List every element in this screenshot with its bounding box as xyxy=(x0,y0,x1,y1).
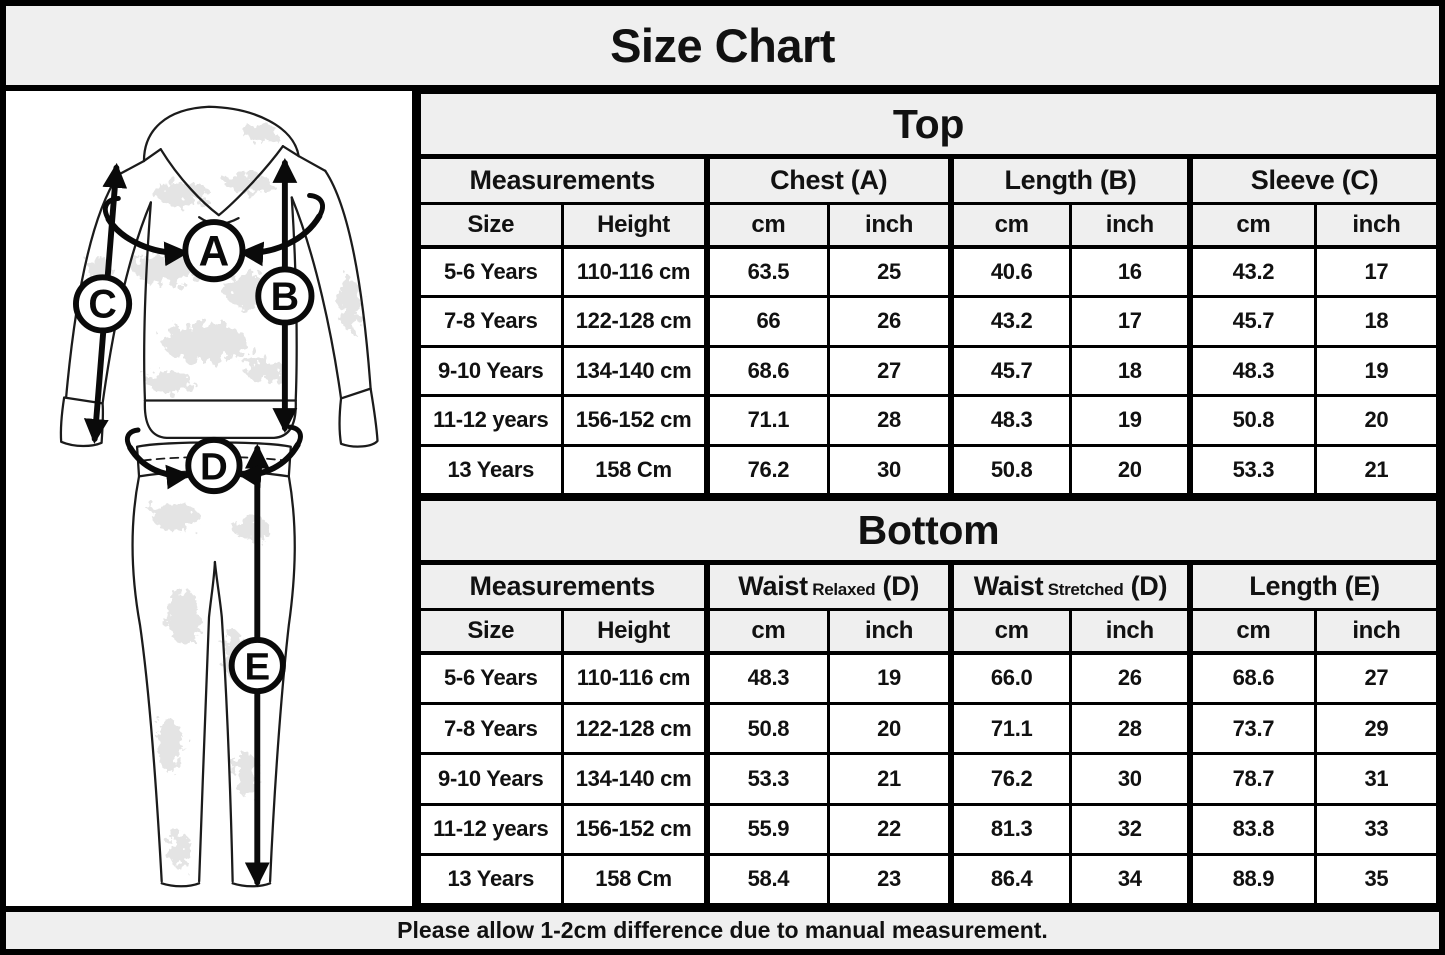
top-table-body xyxy=(420,247,1438,495)
footer-note: Please allow 1-2cm difference due to manual measurement. xyxy=(6,906,1439,949)
value-cell: 34 xyxy=(1071,854,1190,904)
value-cell: 48.3 xyxy=(1190,346,1315,395)
sub-header: inch xyxy=(829,204,951,247)
size-cell: 9-10 Years xyxy=(420,754,563,804)
value-cell: 25 xyxy=(829,247,951,297)
value-cell: 71.1 xyxy=(707,396,829,445)
top-size-table xyxy=(418,91,1439,496)
table-row xyxy=(420,653,1438,704)
value-cell: 20 xyxy=(829,704,951,754)
top-section-title: Top xyxy=(420,93,1438,157)
group-header: Chest (A) xyxy=(707,157,951,204)
sub-header: cm xyxy=(951,610,1071,653)
top-sub-header-row xyxy=(420,204,1438,247)
sub-header: cm xyxy=(707,204,829,247)
value-cell: 22 xyxy=(829,804,951,854)
value-cell: 88.9 xyxy=(1190,854,1315,904)
value-cell: 20 xyxy=(1071,445,1190,494)
table-row xyxy=(420,247,1438,297)
marker-a-label: A xyxy=(198,227,230,275)
height-cell: 110-116 cm xyxy=(562,247,707,297)
group-header: Length (B) xyxy=(951,157,1190,204)
height-cell: 122-128 cm xyxy=(562,297,707,346)
value-cell: 18 xyxy=(1315,297,1437,346)
group-header: Length (E) xyxy=(1190,563,1437,610)
sub-header: Height xyxy=(562,204,707,247)
value-cell: 58.4 xyxy=(707,854,829,904)
sub-header: Size xyxy=(420,610,563,653)
value-cell: 43.2 xyxy=(951,297,1071,346)
sub-header: inch xyxy=(1071,610,1190,653)
bottom-section-title: Bottom xyxy=(420,499,1438,563)
size-cell: 7-8 Years xyxy=(420,704,563,754)
sub-header: inch xyxy=(1315,204,1437,247)
marker-b-label: B xyxy=(270,274,300,319)
size-cell: 13 Years xyxy=(420,445,563,494)
height-cell: 158 Cm xyxy=(562,854,707,904)
height-cell: 156-152 cm xyxy=(562,804,707,854)
sub-header: Height xyxy=(562,610,707,653)
value-cell: 55.9 xyxy=(707,804,829,854)
size-cell: 11-12 years xyxy=(420,804,563,854)
value-cell: 76.2 xyxy=(707,445,829,494)
size-cell: 9-10 Years xyxy=(420,346,563,395)
size-cell: 7-8 Years xyxy=(420,297,563,346)
value-cell: 53.3 xyxy=(1190,445,1315,494)
value-cell: 29 xyxy=(1315,704,1437,754)
value-cell: 48.3 xyxy=(951,396,1071,445)
top-group-header-row xyxy=(420,157,1438,204)
height-cell: 156-152 cm xyxy=(562,396,707,445)
marker-e-label: E xyxy=(244,645,271,689)
value-cell: 71.1 xyxy=(951,704,1071,754)
value-cell: 63.5 xyxy=(707,247,829,297)
value-cell: 19 xyxy=(1315,346,1437,395)
value-cell: 68.6 xyxy=(707,346,829,395)
bottom-section-title-row xyxy=(420,499,1438,563)
value-cell: 43.2 xyxy=(1190,247,1315,297)
height-cell: 134-140 cm xyxy=(562,346,707,395)
value-cell: 17 xyxy=(1315,247,1437,297)
value-cell: 78.7 xyxy=(1190,754,1315,804)
value-cell: 20 xyxy=(1315,396,1437,445)
size-cell: 11-12 years xyxy=(420,396,563,445)
value-cell: 35 xyxy=(1315,854,1437,904)
size-cell: 5-6 Years xyxy=(420,247,563,297)
sub-header: inch xyxy=(829,610,951,653)
group-header: Waist Relaxed (D) xyxy=(707,563,951,610)
bottom-sub-header-row xyxy=(420,610,1438,653)
value-cell: 50.8 xyxy=(1190,396,1315,445)
tracksuit-sketch xyxy=(6,91,412,906)
table-row xyxy=(420,754,1438,804)
table-row xyxy=(420,396,1438,445)
value-cell: 76.2 xyxy=(951,754,1071,804)
value-cell: 48.3 xyxy=(707,653,829,704)
bottom-table-body xyxy=(420,653,1438,905)
value-cell: 28 xyxy=(829,396,951,445)
value-cell: 30 xyxy=(1071,754,1190,804)
value-cell: 83.8 xyxy=(1190,804,1315,854)
chest-arrow-left xyxy=(108,219,184,253)
sub-header: Size xyxy=(420,204,563,247)
table-row xyxy=(420,445,1438,494)
value-cell: 68.6 xyxy=(1190,653,1315,704)
value-cell: 32 xyxy=(1071,804,1190,854)
value-cell: 33 xyxy=(1315,804,1437,854)
top-section-title-row xyxy=(420,93,1438,157)
table-row xyxy=(420,346,1438,395)
page-title-bar xyxy=(6,6,1439,91)
value-cell: 19 xyxy=(1071,396,1190,445)
value-cell: 18 xyxy=(1071,346,1190,395)
table-row xyxy=(420,804,1438,854)
sub-header: cm xyxy=(707,610,829,653)
value-cell: 30 xyxy=(829,445,951,494)
value-cell: 73.7 xyxy=(1190,704,1315,754)
value-cell: 19 xyxy=(829,653,951,704)
measurements-header: Measurements xyxy=(420,563,707,610)
size-tables xyxy=(418,91,1439,906)
value-cell: 16 xyxy=(1071,247,1190,297)
value-cell: 66.0 xyxy=(951,653,1071,704)
bottom-size-table xyxy=(418,496,1439,906)
sub-header: cm xyxy=(1190,610,1315,653)
group-header-qualifier: Stretched xyxy=(1043,580,1124,599)
size-cell: 13 Years xyxy=(420,854,563,904)
value-cell: 81.3 xyxy=(951,804,1071,854)
value-cell: 27 xyxy=(1315,653,1437,704)
garment-measurement-diagram xyxy=(6,91,418,906)
height-cell: 134-140 cm xyxy=(562,754,707,804)
page-title: Size Chart xyxy=(610,19,835,72)
height-cell: 110-116 cm xyxy=(562,653,707,704)
value-cell: 31 xyxy=(1315,754,1437,804)
value-cell: 50.8 xyxy=(707,704,829,754)
value-cell: 26 xyxy=(829,297,951,346)
value-cell: 21 xyxy=(1315,445,1437,494)
value-cell: 28 xyxy=(1071,704,1190,754)
content-area xyxy=(6,91,1439,906)
table-row xyxy=(420,704,1438,754)
value-cell: 27 xyxy=(829,346,951,395)
group-header: Sleeve (C) xyxy=(1190,157,1437,204)
height-cell: 122-128 cm xyxy=(562,704,707,754)
sub-header: cm xyxy=(951,204,1071,247)
sub-header: inch xyxy=(1315,610,1437,653)
value-cell: 50.8 xyxy=(951,445,1071,494)
value-cell: 40.6 xyxy=(951,247,1071,297)
value-cell: 53.3 xyxy=(707,754,829,804)
value-cell: 17 xyxy=(1071,297,1190,346)
size-cell: 5-6 Years xyxy=(420,653,563,704)
marker-d-label: D xyxy=(200,445,228,489)
value-cell: 26 xyxy=(1071,653,1190,704)
value-cell: 23 xyxy=(829,854,951,904)
table-row xyxy=(420,854,1438,904)
value-cell: 66 xyxy=(707,297,829,346)
group-header-qualifier: Relaxed xyxy=(807,580,876,599)
group-header: Waist Stretched (D) xyxy=(951,563,1190,610)
measurements-header: Measurements xyxy=(420,157,707,204)
bottom-group-header-row xyxy=(420,563,1438,610)
value-cell: 86.4 xyxy=(951,854,1071,904)
value-cell: 45.7 xyxy=(1190,297,1315,346)
marker-c-label: C xyxy=(88,282,117,327)
value-cell: 21 xyxy=(829,754,951,804)
value-cell: 45.7 xyxy=(951,346,1071,395)
sub-header: inch xyxy=(1071,204,1190,247)
sub-header: cm xyxy=(1190,204,1315,247)
table-row xyxy=(420,297,1438,346)
height-cell: 158 Cm xyxy=(562,445,707,494)
